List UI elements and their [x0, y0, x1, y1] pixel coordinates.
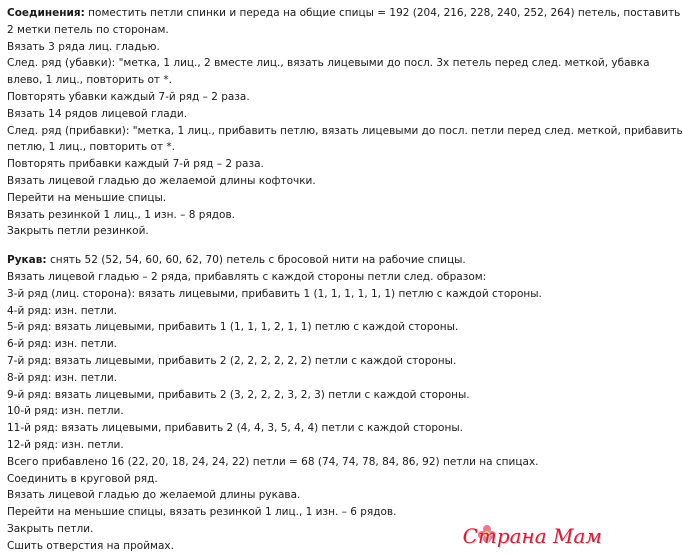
section2-line: 10-й ряд: изн. петли. [7, 405, 124, 418]
section1-heading: Соединения: [7, 7, 85, 19]
watermark-logo: Страна Мам [462, 524, 602, 548]
section2-line: Перейти на меньшие спицы, вязать резинкой 1 лиц., 1 изн. – 6 рядов. [7, 506, 397, 519]
section1-line: 2 метки петель по сторонам. [7, 23, 169, 36]
section1-line: Вязать 3 ряда лиц. гладью. [7, 40, 160, 53]
section2-line: Вязать лицевой гладью до желаемой длины рукава. [7, 489, 301, 502]
section2-line: Всего прибавлено 16 (22, 20, 18, 24, 24, 22) петли = 68 (74, 74, 78, 84, 86, 92) петли на спицах. [7, 455, 539, 468]
section1-line: поместить петли спинки и переда на общие спицы = 192 (204, 216, 228, 240, 252, 264) петель, поставить [84, 7, 681, 19]
section1-line: Перейти на меньшие спицы. [7, 191, 167, 204]
section2-line: 5-й ряд: вязать лицевыми, прибавить 1 (1, 1, 1, 2, 1, 1) петлю с каждой стороны. [7, 321, 459, 334]
section1-line: След. ряд (убавки): "метка, 1 лиц., 2 вместе лиц., вязать лицевыми до посл. 3х петель перед след. меткой, убавка [7, 57, 650, 70]
section2-line: 12-й ряд: изн. петли. [7, 438, 124, 451]
section2-line: Сшить отверстия на проймах. [7, 539, 174, 552]
section2-line: 9-й ряд: вязать лицевыми, прибавить 2 (3, 2, 2, 2, 3, 2, 3) петли с каждой стороны. [7, 388, 470, 401]
section1-line: Закрыть петли резинкой. [7, 225, 149, 238]
section1-line: Вязать резинкой 1 лиц., 1 изн. – 8 рядов. [7, 208, 235, 221]
section2-line: Соединить в круговой ряд. [7, 472, 158, 485]
section1-line: Повторять прибавки каждый 7-й ряд – 2 раза. [7, 158, 264, 171]
section2-first-line [7, 252, 607, 269]
document [7, 5, 683, 555]
section1-line: След. ряд (прибавки): "метка, 1 лиц., прибавить петлю, вязать лицевыми до посл. петли перед след. меткой, прибавить [7, 124, 683, 137]
section2-heading: Рукав: [7, 254, 47, 267]
section2-line: Закрыть петли. [7, 522, 94, 535]
section2-line: снять 52 (52, 54, 60, 60, 62, 70) петель с бросовой нити на рабочие спицы. [46, 254, 466, 267]
section2-line: 11-й ряд: вязать лицевыми, прибавить 2 (4, 4, 3, 5, 4, 4) петли с каждой стороны. [7, 422, 463, 435]
section2-line: 3-й ряд (лиц. сторона): вязать лицевыми, прибавить 1 (1, 1, 1, 1, 1, 1) петлю с каждой стороны. [7, 287, 542, 300]
section1-line: Повторять убавки каждый 7-й ряд – 2 раза. [7, 90, 250, 103]
section1-line: влево, 1 лиц., повторить от *. [7, 74, 172, 87]
section1-first-line [7, 5, 681, 22]
section2-line: Вязать лицевой гладью – 2 ряда, прибавлять с каждой стороны петли след. образом: [7, 270, 487, 283]
section2-line: 6-й ряд: изн. петли. [7, 338, 118, 351]
section2-line: 4-й ряд: изн. петли. [7, 304, 118, 317]
section2-line: 8-й ряд: изн. петли. [7, 371, 118, 384]
section-gap [7, 240, 607, 252]
section2-line: 7-й ряд: вязать лицевыми, прибавить 2 (2, 2, 2, 2, 2, 2) петли с каждой стороны. [7, 354, 457, 367]
section1-line: петлю, 1 лиц., повторить от *. [7, 141, 175, 154]
section1-line: Вязать лицевой гладью до желаемой длины кофточки. [7, 174, 316, 187]
section1-line: Вязать 14 рядов лицевой глади. [7, 107, 188, 120]
